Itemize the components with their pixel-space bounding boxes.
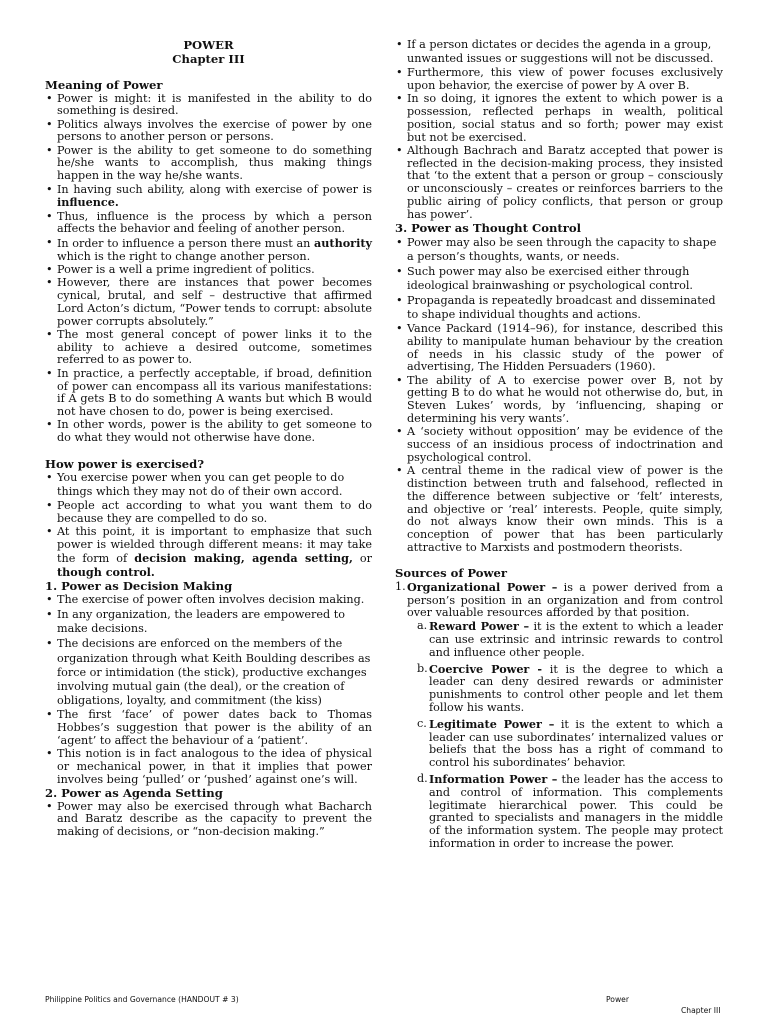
footer-chapter: Chapter III xyxy=(681,1006,721,1015)
bullet-item: • This notion is in fact analogous to the idea of physical or mechanical power, in that it implies that power involves being ‘pulled’ or ‘pushed’ against one’s will. xyxy=(45,748,372,786)
bold-term: Legitimate Power – xyxy=(429,716,555,731)
heading-meaning-of-power: Meaning of Power xyxy=(45,78,163,92)
source-number: 1. xyxy=(395,579,406,593)
bullet-item: • In having such ability, along with exercise of power is influence. xyxy=(45,184,372,211)
bullet-item: • In so doing, it ignores the extent to which power is a possession, reflected perhaps in wealth, political position, social status and so forth; power may exist but not be exercised. xyxy=(395,93,723,144)
bullet-item: • The ability of A to exercise power over B, not by getting B to do what he would not otherwise do, but, in Steven Lukes’ words, by ‘influencing, shaping or determining his very wants’. xyxy=(395,375,723,426)
list-agenda-right xyxy=(395,38,723,222)
bold-term: though control. xyxy=(57,564,155,579)
bullet-item: • A ‘society without opposition’ may be evidence of the success of an insidious process of indoctrination and psychological control. xyxy=(395,426,723,464)
bullet-item: • However, there are instances that power becomes cynical, brutal, and self – destructive that affirmed Lord Acton’s dictum, “Power tends to corrupt: absolute power corrupts absolutely.” xyxy=(45,277,372,328)
bullet-item: • A central theme in the radical view of power is the distinction between truth and falsehood, reflected in the difference between subjective or ‘felt’ interests, and objective or ‘real’ interests. People, quite simply, do not always know their own minds. This is a conception of power that has been particularly attractive to Marxists and postmodern theorists. xyxy=(395,465,723,555)
list-meaning xyxy=(45,93,372,446)
bold-term: influence. xyxy=(57,195,119,210)
sub-source-item: b. Coercive Power - it is the degree to which a leader can deny desired rewards or administer punishments to control other people and let them follow his wants. xyxy=(417,661,723,714)
bullet-item: • In any organization, the leaders are empowered to make decisions. xyxy=(45,608,372,637)
bullet-item: • The exercise of power often involves decision making. xyxy=(45,593,372,607)
bullet-item: • Vance Packard (1914–96), for instance, described this ability to manipulate human behaviour by the creation of needs in his classic study of the power of advertising, The Hidden Persuaders (1960). xyxy=(395,323,723,374)
bullet-item: • In other words, power is the ability to get someone to do what they would not otherwise have done. xyxy=(45,419,372,445)
heading-how-power-is-exercised: How power is exercised? xyxy=(45,456,205,471)
bullet-item: • The most general concept of power links it to the ability to achieve a desired outcome, sometimes referred to as power to. xyxy=(45,329,372,367)
sub-source-letter: b. xyxy=(417,661,428,675)
sub-source-letter: d. xyxy=(417,771,428,785)
sub-sources xyxy=(395,620,723,851)
bullet-item: • Power may also be exercised through what Bacharch and Baratz describe as the capacity to prevent the making of decisions, or “non-decision making.” xyxy=(45,801,372,839)
bullet-item: • At this point, it is important to emphasize that such power is wielded through different means: it may take the form of decision making, agenda setting, or though control. xyxy=(45,526,372,579)
sub-source-item: c. Legitimate Power – it is the extent to which a leader can use subordinates’ internalized values or beliefs that the boss has a right of command to control his subordinates’ behavior. xyxy=(417,716,723,770)
bullet-item: • Power is a well a prime ingredient of politics. xyxy=(45,264,372,277)
bullet-item: • The decisions are enforced on the members of the organization through what Keith Boulding describes as force or intimidation (the stick), productive exchanges involving mutual gain (the deal), or the creation of obligations, loyalty, and commitment (the kiss) xyxy=(45,637,372,708)
bold-term: decision making, agenda setting, xyxy=(134,550,353,565)
document-title: POWER xyxy=(183,38,234,52)
sub-source-letter: c. xyxy=(417,716,427,730)
source-organizational-power xyxy=(395,581,723,620)
heading-decision-making: 1. Power as Decision Making xyxy=(45,578,233,593)
chapter-label: Chapter III xyxy=(172,52,245,66)
bullet-item: • Politics always involves the exercise of power by one persons to another person or persons. xyxy=(45,119,372,145)
list-decision xyxy=(45,593,372,786)
footer-topic: Power xyxy=(606,995,629,1004)
bold-term: Reward Power – xyxy=(429,619,530,634)
list-agenda-left xyxy=(45,801,372,839)
heading-sources-of-power: Sources of Power xyxy=(395,566,508,581)
list-exercised xyxy=(45,471,372,579)
bullet-item: • Power may also be seen through the capacity to shape a person’s thoughts, wants, or needs. xyxy=(395,236,723,265)
bullet-item: • People act according to what you want them to do because they are compelled to do so. xyxy=(45,500,372,526)
bullet-item: • Such power may also be exercised either through ideological brainwashing or psychological control. xyxy=(395,265,723,294)
footer-course-title: Philippine Politics and Governance (HANDOUT # 3) xyxy=(45,995,239,1004)
bullet-item: • Furthermore, this view of power focuses exclusively upon behavior, the exercise of power by A over B. xyxy=(395,67,723,93)
bullet-item: • In order to influence a person there must an authority which is the right to change another person. xyxy=(45,237,372,264)
sub-source-letter: a. xyxy=(417,619,428,633)
sub-source-item: d. Information Power – the leader has the access to and control of information. This complements legitimate hierarchical power. This could be granted to specialists and managers in the middle of the information system. The people may protect information in order to increase the power. xyxy=(417,771,723,850)
heading-agenda-setting: 2. Power as Agenda Setting xyxy=(45,786,223,801)
bullet-item: • Power is might: it is manifested in the ability to do something is desired. xyxy=(45,93,372,119)
heading-thought-control: 3. Power as Thought Control xyxy=(395,221,581,236)
bold-term: authority xyxy=(314,235,372,250)
left-column xyxy=(45,38,372,839)
bold-term: Information Power – xyxy=(429,771,558,786)
bullet-item: • If a person dictates or decides the agenda in a group, unwanted issues or suggestions will not be discussed. xyxy=(395,38,723,67)
bullet-item: • You exercise power when you can get people to do things which they may not do of their own accord. xyxy=(45,471,372,500)
list-thought xyxy=(395,236,723,555)
bold-term: Coercive Power - xyxy=(429,661,543,676)
bullet-item: • Propaganda is repeatedly broadcast and disseminated to shape individual thoughts and actions. xyxy=(395,294,723,323)
source-text: Organizational Power – is a power derived from a person’s position in an organization and from control over valuable resources afforded by that position. xyxy=(407,579,723,620)
bullet-item: • The first ‘face’ of power dates back to Thomas Hobbes’s suggestion that power is the ability of an ‘agent’ to affect the behaviour of a ‘patient’. xyxy=(45,709,372,747)
bullet-item: • In practice, a perfectly acceptable, if broad, definition of power can encompass all its various manifestations: if A gets B to do something A wants but which B would not have chosen to do, power is being exercised. xyxy=(45,368,372,419)
sub-source-item: a. Reward Power – it is the extent to which a leader can use extrinsic and intrinsic rewards to control and influence other people. xyxy=(417,619,723,659)
bold-term: Organizational Power – xyxy=(407,579,558,594)
right-column xyxy=(395,38,723,854)
bullet-item: • Although Bachrach and Baratz accepted that power is reflected in the decision-making process, they insisted that ‘to the extent that a person or group – consciously or unconsciously – creates or reinforces barriers to the public airing of policy conflicts, that person or group has power’. xyxy=(395,145,723,222)
bullet-item: • Thus, influence is the process by which a person affects the behavior and feeling of another person. xyxy=(45,211,372,237)
bullet-item: • Power is the ability to get someone to do something he/she wants to accomplish, thus making things happen in the way he/she wants. xyxy=(45,145,372,183)
